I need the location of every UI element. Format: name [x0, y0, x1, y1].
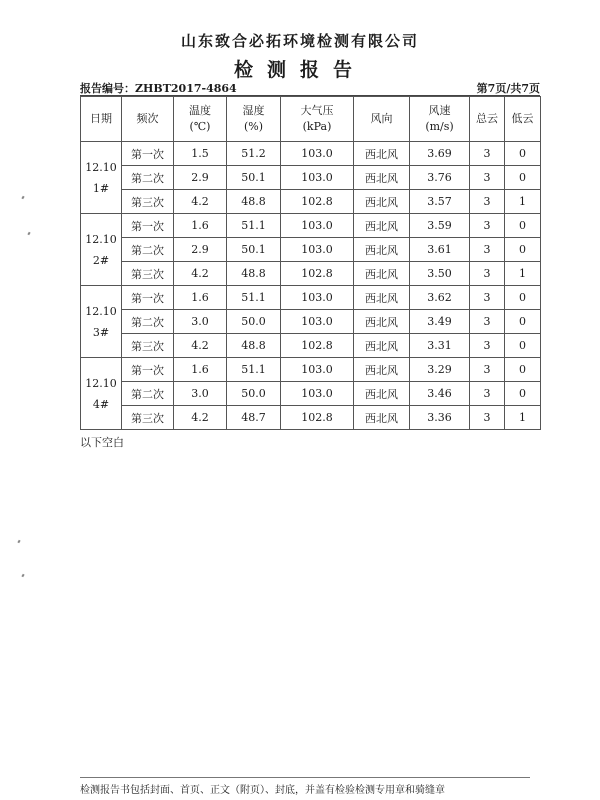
temperature-cell: 1.6: [174, 214, 227, 238]
wind-direction-cell: 西北风: [354, 238, 410, 262]
date-point-cell: [81, 286, 122, 358]
total-cloud-cell: 3: [470, 334, 505, 358]
frequency-cell: 第一次: [122, 358, 174, 382]
wind-speed-cell: 3.29: [410, 358, 470, 382]
wind-speed-cell: 3.36: [410, 406, 470, 430]
humidity-cell: 48.8: [227, 262, 281, 286]
column-header: [470, 97, 505, 142]
frequency-cell: 第二次: [122, 310, 174, 334]
frequency-cell: 第一次: [122, 286, 174, 310]
wind-direction-cell: 西北风: [354, 262, 410, 286]
low-cloud-cell: 0: [505, 382, 541, 406]
column-header-label: 大气压: [300, 104, 334, 117]
low-cloud-cell: 0: [505, 166, 541, 190]
pressure-cell: 103.0: [281, 358, 354, 382]
humidity-cell: 50.0: [227, 382, 281, 406]
temperature-cell: 4.2: [174, 262, 227, 286]
table-row: [81, 166, 541, 190]
column-header: [354, 97, 410, 142]
column-header-unit: (℃): [189, 120, 211, 133]
frequency-cell: 第一次: [122, 142, 174, 166]
column-header: [281, 97, 354, 142]
column-header-unit: (m/s): [425, 120, 454, 133]
total-cloud-cell: 3: [470, 382, 505, 406]
wind-direction-cell: 西北风: [354, 382, 410, 406]
wind-direction-cell: 西北风: [354, 334, 410, 358]
wind-speed-cell: 3.69: [410, 142, 470, 166]
pressure-cell: 102.8: [281, 334, 354, 358]
total-cloud-cell: 3: [470, 166, 505, 190]
humidity-cell: 51.1: [227, 286, 281, 310]
pressure-cell: 103.0: [281, 142, 354, 166]
point-label: 1#: [92, 181, 110, 195]
footer-note: 检测报告书包括封面、首页、正文（附页）、封底，并盖有检验检测专用章和骑缝章: [80, 785, 445, 796]
wind-speed-cell: 3.76: [410, 166, 470, 190]
wind-speed-cell: 3.59: [410, 214, 470, 238]
wind-direction-cell: 西北风: [354, 310, 410, 334]
wind-speed-cell: 3.61: [410, 238, 470, 262]
low-cloud-cell: 0: [505, 334, 541, 358]
wind-speed-cell: 3.62: [410, 286, 470, 310]
total-cloud-cell: 3: [470, 262, 505, 286]
table-row: [81, 286, 541, 310]
pressure-cell: 103.0: [281, 382, 354, 406]
pressure-cell: 102.8: [281, 406, 354, 430]
table-row: [81, 406, 541, 430]
humidity-cell: 51.2: [227, 142, 281, 166]
table-row: [81, 214, 541, 238]
wind-direction-cell: 西北风: [354, 358, 410, 382]
column-header-label: 温度: [189, 104, 211, 117]
document-title: 检测报告: [233, 59, 366, 81]
frequency-cell: 第二次: [122, 238, 174, 262]
total-cloud-cell: 3: [470, 358, 505, 382]
wind-direction-cell: 西北风: [354, 166, 410, 190]
temperature-cell: 4.2: [174, 334, 227, 358]
pressure-cell: 103.0: [281, 238, 354, 262]
total-cloud-cell: 3: [470, 142, 505, 166]
page-indicator: 第7页/共7页: [476, 82, 540, 95]
total-cloud-cell: 3: [470, 190, 505, 214]
column-header-label: 总云: [476, 112, 498, 125]
table-row: [81, 382, 541, 406]
temperature-cell: 3.0: [174, 310, 227, 334]
temperature-cell: 3.0: [174, 382, 227, 406]
low-cloud-cell: 1: [505, 406, 541, 430]
column-header: [505, 97, 541, 142]
blank-below-note: 以下空白: [80, 436, 124, 449]
column-header-unit: (kPa): [302, 120, 332, 133]
frequency-cell: 第一次: [122, 214, 174, 238]
frequency-cell: 第三次: [122, 262, 174, 286]
total-cloud-cell: 3: [470, 214, 505, 238]
point-label: 3#: [92, 325, 110, 339]
wind-speed-cell: 3.57: [410, 190, 470, 214]
point-label: 2#: [92, 253, 110, 267]
column-header-label: 湿度: [242, 104, 265, 117]
frequency-cell: 第二次: [122, 166, 174, 190]
table-row: [81, 262, 541, 286]
table-row: [81, 310, 541, 334]
low-cloud-cell: 0: [505, 358, 541, 382]
column-header: [227, 97, 281, 142]
total-cloud-cell: 3: [470, 238, 505, 262]
humidity-cell: 51.1: [227, 214, 281, 238]
wind-speed-cell: 3.31: [410, 334, 470, 358]
frequency-cell: 第三次: [122, 190, 174, 214]
humidity-cell: 50.1: [227, 238, 281, 262]
total-cloud-cell: 3: [470, 406, 505, 430]
temperature-cell: 2.9: [174, 238, 227, 262]
pressure-cell: 103.0: [281, 310, 354, 334]
column-header: [81, 97, 122, 142]
temperature-cell: 1.6: [174, 286, 227, 310]
date-point-cell: [81, 142, 122, 214]
date-label: 12.10: [85, 232, 117, 246]
column-header-label: 低云: [511, 112, 534, 125]
low-cloud-cell: 0: [505, 286, 541, 310]
company-name: 山东致合必拓环境检测有限公司: [180, 32, 419, 50]
column-header: [174, 97, 227, 142]
total-cloud-cell: 3: [470, 286, 505, 310]
total-cloud-cell: 3: [470, 310, 505, 334]
low-cloud-cell: 0: [505, 238, 541, 262]
wind-direction-cell: 西北风: [354, 214, 410, 238]
pressure-cell: 103.0: [281, 286, 354, 310]
low-cloud-cell: 0: [505, 310, 541, 334]
column-header-label: 日期: [90, 112, 112, 125]
wind-speed-cell: 3.46: [410, 382, 470, 406]
column-header-label: 频次: [136, 112, 159, 125]
temperature-cell: 1.5: [174, 142, 227, 166]
footer-divider: [80, 777, 530, 778]
report-meta: [80, 80, 540, 94]
temperature-cell: 2.9: [174, 166, 227, 190]
table-row: [81, 142, 541, 166]
pressure-cell: 102.8: [281, 262, 354, 286]
date-point-cell: [81, 358, 122, 430]
frequency-cell: 第三次: [122, 334, 174, 358]
pressure-cell: 103.0: [281, 166, 354, 190]
column-header: [410, 97, 470, 142]
pressure-cell: 102.8: [281, 190, 354, 214]
humidity-cell: 50.0: [227, 310, 281, 334]
date-point-cell: [81, 214, 122, 286]
low-cloud-cell: 0: [505, 214, 541, 238]
humidity-cell: 48.8: [227, 190, 281, 214]
table-header-row: [81, 97, 541, 142]
wind-direction-cell: 西北风: [354, 406, 410, 430]
low-cloud-cell: 1: [505, 190, 541, 214]
table-row: [81, 334, 541, 358]
table-row: [81, 190, 541, 214]
temperature-cell: 4.2: [174, 190, 227, 214]
humidity-cell: 48.8: [227, 334, 281, 358]
wind-direction-cell: 西北风: [354, 142, 410, 166]
wind-speed-cell: 3.49: [410, 310, 470, 334]
scan-speck: [21, 574, 24, 578]
frequency-cell: 第三次: [122, 406, 174, 430]
scan-speck: [21, 196, 24, 200]
column-header: [122, 97, 174, 142]
low-cloud-cell: 0: [505, 142, 541, 166]
low-cloud-cell: 1: [505, 262, 541, 286]
date-label: 12.10: [85, 376, 117, 390]
wind-direction-cell: 西北风: [354, 190, 410, 214]
weather-data-table: [80, 96, 541, 430]
scan-speck: [17, 540, 20, 544]
table-row: [81, 238, 541, 262]
report-number: 报告编号：ZHBT2017-4864: [80, 82, 237, 95]
wind-direction-cell: 西北风: [354, 286, 410, 310]
table-row: [81, 358, 541, 382]
column-header-label: 风速: [428, 104, 451, 117]
scan-speck: [27, 232, 30, 236]
temperature-cell: 1.6: [174, 358, 227, 382]
pressure-cell: 103.0: [281, 214, 354, 238]
frequency-cell: 第二次: [122, 382, 174, 406]
date-label: 12.10: [85, 304, 117, 318]
point-label: 4#: [92, 397, 110, 411]
humidity-cell: 50.1: [227, 166, 281, 190]
column-header-label: 风向: [370, 112, 393, 125]
humidity-cell: 51.1: [227, 358, 281, 382]
temperature-cell: 4.2: [174, 406, 227, 430]
column-header-unit: (%): [243, 120, 264, 133]
humidity-cell: 48.7: [227, 406, 281, 430]
wind-speed-cell: 3.50: [410, 262, 470, 286]
date-label: 12.10: [85, 160, 117, 174]
